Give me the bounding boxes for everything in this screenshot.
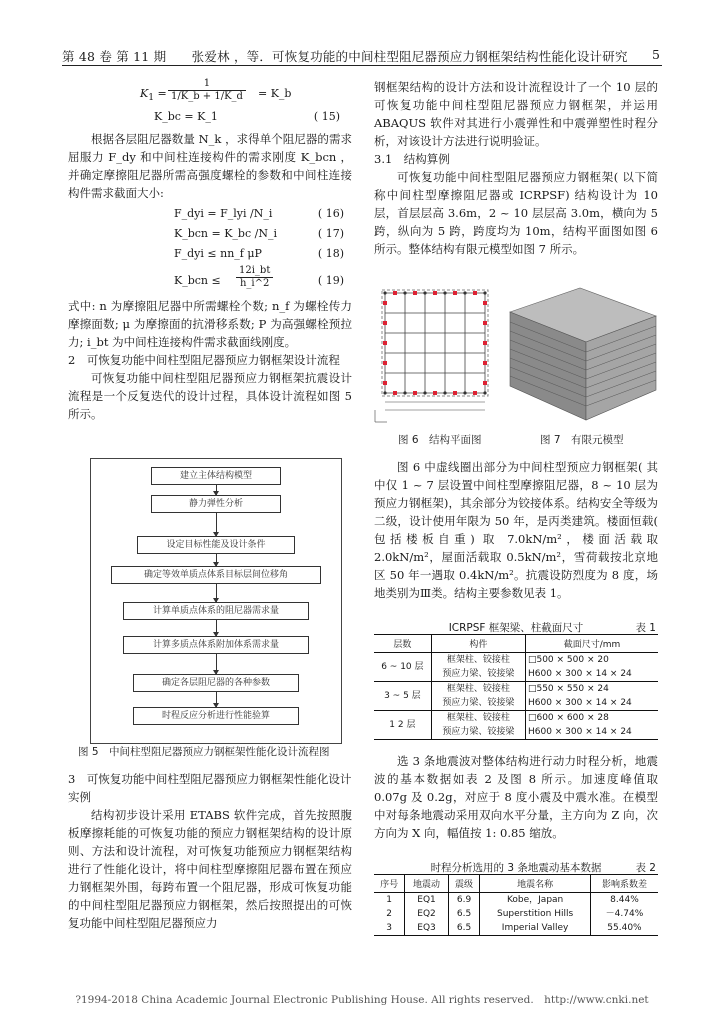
flow-arrow [216, 513, 217, 536]
left-column-lower [68, 770, 352, 932]
eq-k1-rhs: = K_b [258, 87, 292, 100]
table-1-grid [374, 634, 658, 740]
table-2-header: 序号 [374, 875, 405, 893]
table-cell: 3 ~ 5 层 [374, 682, 431, 711]
eq-k1-sub: 1 [148, 92, 155, 104]
plan-grid [385, 293, 485, 393]
table-cell: Kobe，Japan [480, 893, 591, 908]
eq18-number: ( 18) [317, 247, 344, 260]
table-cell: 预应力梁、铰接梁 [431, 667, 525, 682]
section-3-1-heading: 3.1 结构算例 [374, 152, 450, 166]
table-row [374, 907, 658, 921]
eq-k1-numerator: 1 [168, 78, 246, 91]
plan-columns [383, 291, 486, 394]
eq18-expression: F_dyi ≤ nn_f μP [174, 247, 262, 260]
table-2 [374, 860, 658, 936]
eq19-denominator: h_i^2 [239, 278, 270, 289]
paragraph-symbol-definitions: 式中: n 为摩擦阻尼器中所需螺栓个数; n_f 为螺栓传力摩擦面数; μ 为摩擦面的抗滑移系数; P 为高强螺栓预拉力; i_bt 为中间柱连接构件需求截面线刚度。 [68, 299, 352, 349]
table-2-title: 时程分析选用的 3 条地震动基本数据 [430, 862, 602, 874]
plan-dimension-lines [375, 402, 485, 422]
section-2-heading: 2 可恢复功能中间柱型阻尼器预应力钢框架设计流程 [68, 353, 340, 367]
flow-step-6: 计算多质点体系附加体系需求量 [123, 636, 309, 654]
eq-k1-lhs: K [140, 87, 149, 100]
table-row [374, 711, 658, 726]
table-header-row [374, 875, 658, 893]
table-2-header: 地震名称 [480, 875, 591, 893]
eq15-expression: K_bc = K_1 [154, 110, 218, 123]
flow-arrow [216, 654, 217, 674]
table-row [374, 653, 658, 668]
table-cell: 1 [386, 895, 392, 905]
flow-step-4: 确定等效单质点体系目标层间位移角 [111, 566, 321, 584]
table-cell: □600 × 600 × 28 [525, 711, 658, 726]
flow-step-2: 静力弹性分析 [151, 495, 281, 513]
paragraph-damper-count: 根据各层阻尼器数量 N_k ，求得单个阻尼器的需求屈服力 F_dy 和中间柱连接构件的需求刚度 K_bcn ，并确定摩擦阻尼器所需高强度螺栓的参数和中间柱连接构件需求截面大小: [68, 132, 352, 200]
eq16-expression: F_dyi = F_lyi /N_i [174, 207, 273, 220]
paragraph-load-parameters: 图 6 中虚线圈出部分为中间柱型预应力钢框架( 其中仅 1 ~ 7 层设置中间柱型摩擦阻尼器，8 ~ 10 层为预应力钢框架)，其余部分为铰接体系。结构安全等级为二级，设计使用年限为 50 年，是丙类建筑。楼面恒载( 包括楼板自重) 取 7.0kN/m²，楼面活载取 2.0kN/m²，屋面活载取 0.5kN/m²，雪荷载按北京地区 50 年一遇取 0.4kN/m²。抗震设防烈度为 8 度，场地类别为Ⅲ类。结构主要参数见表 1。 [374, 460, 658, 600]
paragraph-initial-design: 结构初步设计采用 ETABS 软件完成，首先按照腹板摩擦耗能的可恢复功能的预应力钢框架结构的设计原则、方法和设计流程，对可恢复功能预应力钢框架结构进行了性能化设计，将中间柱型摩擦阻尼器布置在预应力钢框架外围，每跨布置一个阻尼器，形成可恢复功能的中间柱型阻尼器预应力钢框架，然后按照提出的可恢复功能中间柱型阻尼器预应力 [68, 808, 352, 930]
equation-17 [174, 225, 352, 245]
table-cell: □500 × 500 × 20 [525, 653, 658, 668]
table-1-header-component: 构件 [431, 635, 525, 653]
eq17-expression: K_bcn = K_bc /N_i [174, 227, 277, 240]
right-column-upper [374, 78, 658, 258]
table-cell: 3 [374, 921, 405, 936]
table-2-header: 影响系数差 [590, 875, 658, 893]
figure-6-caption: 图 6 结构平面图 [398, 434, 482, 446]
table-cell: □550 × 550 × 24 [525, 682, 658, 697]
table-cell: 2 [386, 909, 392, 919]
paragraph-design-process: 可恢复功能中间柱型阻尼器预应力钢框架抗震设计流程是一个反复迭代的设计过程，具体设计流程如图 5 所示。 [68, 371, 352, 421]
flow-step-5: 计算单质点体系的阻尼器需求量 [123, 602, 309, 620]
table-2-caption [374, 860, 658, 874]
flow-arrow [216, 620, 217, 636]
table-header-row [374, 635, 658, 653]
equation-18 [174, 245, 352, 265]
eq19-numerator: 12i_bt [236, 265, 273, 278]
figure-5-caption: 图 5 中间柱型阻尼器预应力钢框架性能化设计流程图 [78, 746, 330, 758]
figure-5-flowchart [90, 458, 342, 744]
page-number: 5 [652, 47, 660, 62]
eq19-number: ( 19) [317, 274, 344, 287]
left-column [68, 78, 352, 423]
figure-6-plan [372, 282, 496, 424]
right-column-middle [374, 458, 658, 602]
eq-k1-fraction [168, 78, 246, 103]
eq15-number: ( 15) [313, 110, 340, 123]
table-cell: 55.40% [590, 921, 658, 936]
table-1-title: ICRPSF 框架梁、柱截面尺寸 [448, 622, 584, 634]
eq17-number: ( 17) [317, 227, 344, 240]
copyright-footer: ?1994-2018 China Academic Journal Electronic Publishing House. All rights reserved. http://www.cnki.net [75, 994, 649, 1006]
paragraph-structure-example: 可恢复功能中间柱型阻尼器预应力钢框架( 以下简称中间柱型摩擦阻尼器或 ICRPSF) 结构设计为 10 层，首层层高 3.6m，2 ~ 10 层层高 3.0m，横向为 5 跨，纵向为 5 跨，跨度均为 10m，结构平面图如图 6 所示。整体结构有限元模型如图 7 所示。 [374, 170, 658, 256]
table-row [374, 682, 658, 697]
flow-step-3: 设定目标性能及设计条件 [137, 536, 295, 554]
equation-15 [154, 108, 352, 128]
table-cell: Imperial Valley [480, 921, 591, 936]
table-cell: 框架柱、铰接柱 [431, 711, 525, 726]
table-1-header-floor: 层数 [374, 635, 431, 653]
plan-damper-markers [383, 291, 487, 395]
table-cell: H600 × 300 × 14 × 24 [525, 696, 658, 711]
table-cell: 6.5 [448, 907, 479, 921]
table-2-header: 震级 [448, 875, 479, 893]
flow-step-8: 时程反应分析进行性能验算 [133, 707, 299, 725]
table-cell: 6.9 [448, 893, 479, 908]
running-header-title: 第 48 卷 第 11 期 张爱林 ，等．可恢复功能的中间柱型阻尼器预应力钢框架结构性能化设计研究 [62, 49, 628, 64]
paragraph-abaqus: 钢框架结构的设计方法和设计流程设计了一个 10 层的可恢复功能中间柱型阻尼器预应力钢框架，并运用 ABAQUS 软件对其进行小震弹性和中震弹塑性时程分析，对该设计方法进行说明验证。 [374, 80, 658, 148]
table-row [374, 893, 658, 908]
table-cell: 8.44% [590, 893, 658, 908]
flow-arrow [216, 485, 217, 495]
right-column-lower [374, 752, 658, 842]
figure-7-fe-model [500, 282, 660, 424]
table-cell: 6 ~ 10 层 [381, 662, 424, 672]
flow-arrow [216, 584, 217, 602]
table-2-grid [374, 874, 658, 936]
table-cell: 框架柱、铰接柱 [431, 653, 525, 668]
eq16-number: ( 16) [317, 207, 344, 220]
table-cell: EQ3 [405, 921, 449, 936]
equation-k1: $K_1$ = $\frac{1}{1/K\_b + 1/K\_d}$ = K_b [140, 78, 292, 104]
table-cell: H600 × 300 × 14 × 24 [525, 725, 658, 740]
table-cell: －4.74% [590, 907, 658, 921]
table-cell: H600 × 300 × 14 × 24 [525, 667, 658, 682]
table-2-label: 表 2 [635, 862, 656, 874]
equation-19 [174, 265, 352, 295]
plan-dashed-boundary [382, 290, 488, 396]
table-cell: EQ2 [405, 907, 449, 921]
table-cell: 框架柱、铰接柱 [431, 682, 525, 697]
table-2-header: 地震动 [405, 875, 449, 893]
table-cell: 预应力梁、铰接梁 [431, 725, 525, 740]
running-header [62, 44, 662, 66]
equation-16 [174, 205, 352, 225]
table-cell: EQ1 [405, 893, 449, 908]
table-cell: 1 2 层 [374, 711, 431, 740]
eq-k1-denominator: 1/K_b + 1/K_d [171, 91, 243, 102]
figure-7-caption: 图 7 有限元模型 [540, 434, 624, 446]
flow-arrow [216, 554, 217, 566]
flow-step-7: 确定各层阻尼器的各种参数 [133, 674, 299, 692]
flow-step-1: 建立主体结构模型 [151, 467, 281, 485]
section-3-heading: 3 可恢复功能中间柱型阻尼器预应力钢框架性能化设计实例 [68, 772, 352, 804]
flow-arrow [216, 692, 217, 707]
table-cell: 6.5 [448, 921, 479, 936]
paragraph-earthquake-waves: 选 3 条地震波对整体结构进行动力时程分析，地震波的基本数据如表 2 及图 8 所示。加速度峰值取 0.07g 及 0.2g，对应于 8 度小震及中震水准。在模型中对每条地震动采用双向水平分量，主方向为 Z 向，次方向为 X 向，幅值按 1: 0.85 缩放。 [374, 754, 658, 840]
table-1-caption [374, 620, 658, 634]
table-1-label: 表 1 [635, 622, 656, 634]
table-cell: 预应力梁、铰接梁 [431, 696, 525, 711]
table-row [374, 921, 658, 936]
table-1 [374, 620, 658, 740]
eq19-lhs: K_bcn ≤ [174, 274, 221, 287]
eq19-fraction [236, 265, 273, 290]
table-cell: Superstition Hills [480, 907, 591, 921]
table-1-header-size: 截面尺寸/mm [525, 635, 658, 653]
